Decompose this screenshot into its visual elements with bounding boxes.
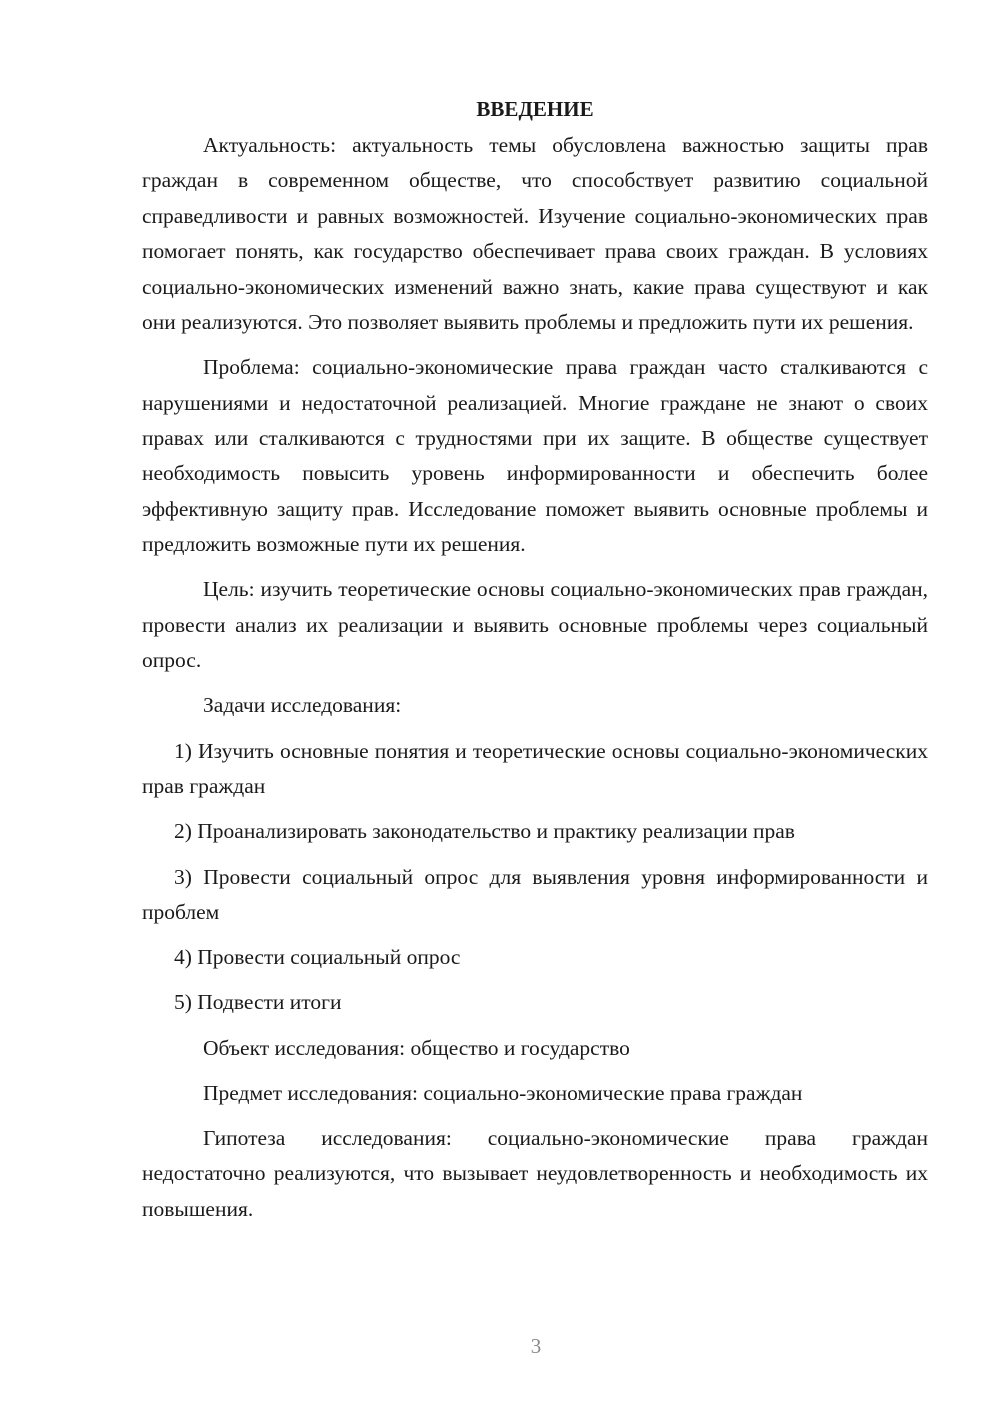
page-title: ВВЕДЕНИЕ — [476, 97, 594, 121]
page-number: 3 — [530, 1334, 542, 1358]
list-item: 3) Провести социальный опрос для выявления уровня информированности и проблем — [142, 864, 928, 924]
problem-paragraph: Проблема: социально-экономические права граждан часто сталкиваются с нарушениями и недостаточной реализацией. Многие граждане не знают о своих правах или сталкиваются с трудностями при их защите. В обществе существует необходимость повысить уровень информированности и обеспечить более эффективную защиту прав. Исследование поможет выявить основные проблемы и предложить возможные пути их решения. — [142, 355, 928, 557]
tasks-title: Задачи исследования: — [203, 693, 402, 718]
goal-paragraph: Цель: изучить теоретические основы социально-экономических прав граждан, провести анализ их реализации и выявить основные проблемы через социальный опрос. — [142, 577, 928, 673]
tasks-list — [142, 734, 928, 1021]
document-page — [142, 94, 928, 1237]
object-line: Объект исследования: общество и государство — [203, 1035, 630, 1060]
hypothesis-paragraph: Гипотеза исследования: социально-экономические права граждан недостаточно реализуются, что вызывает неудовлетворенность и необходимость их повышения. — [142, 1125, 928, 1221]
list-item: 5) Подвести итоги — [174, 990, 342, 1015]
list-item: 2) Проанализировать законодательство и практику реализации прав — [174, 819, 795, 844]
relevance-paragraph: Актуальность: актуальность темы обусловлена важностью защиты прав граждан в современном обществе, что способствует развитию социальной справедливости и равных возможностей. Изучение социально-экономических прав помогает понять, как государство обеспечивает права своих граждан. В условиях социально-экономических изменений важно знать, какие права существуют и как они реализуются. Это позволяет выявить проблемы и предложить пути их решения. — [142, 133, 928, 335]
list-item: 4) Провести социальный опрос — [174, 945, 461, 970]
subject-line: Предмет исследования: социально-экономические права граждан — [203, 1080, 803, 1105]
list-item: 1) Изучить основные понятия и теоретические основы социально-экономических прав граждан — [142, 738, 928, 799]
